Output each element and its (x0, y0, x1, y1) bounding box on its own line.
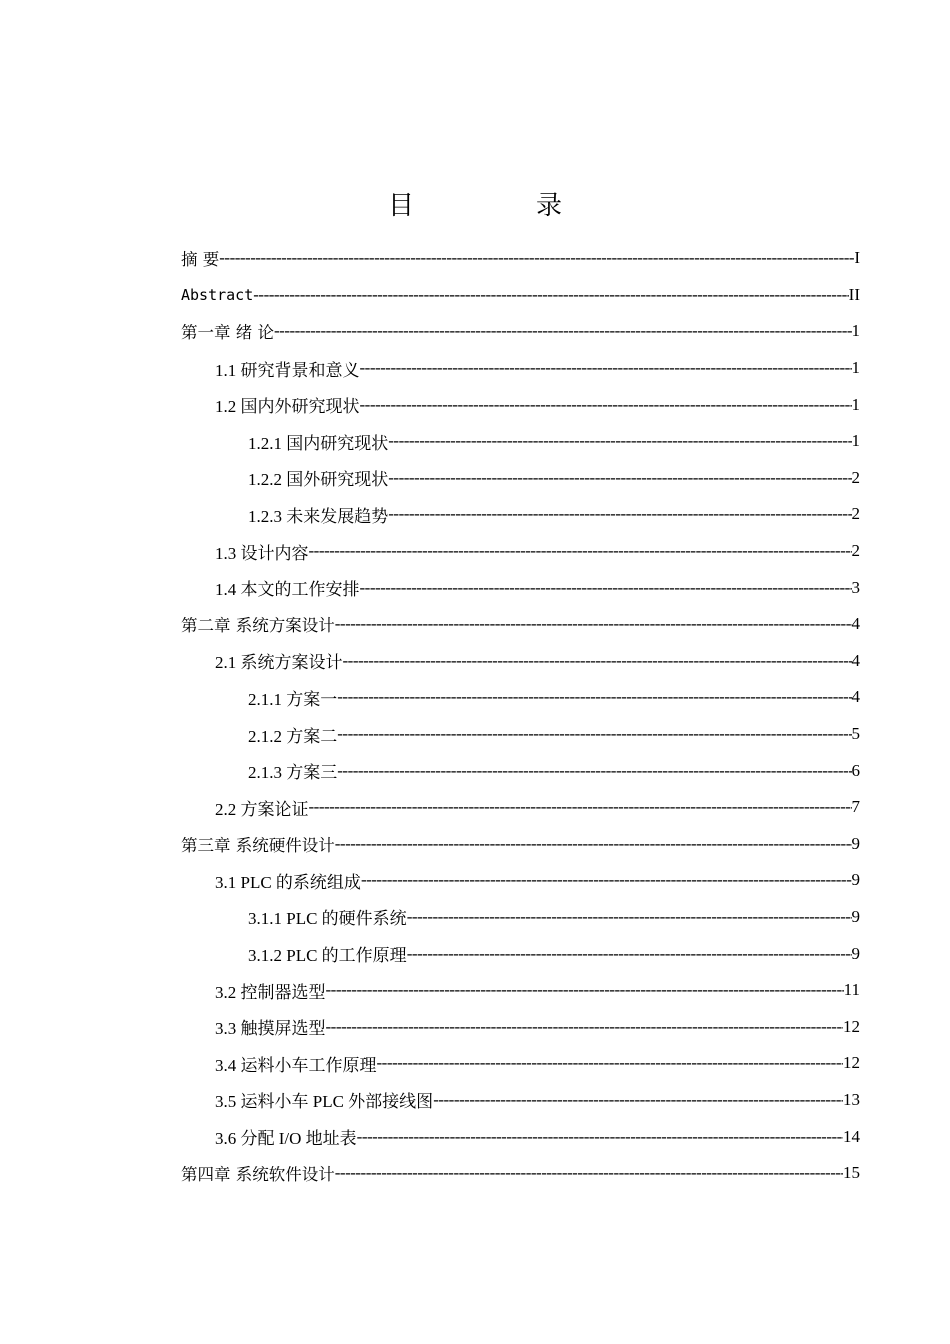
toc-leader-dashes (388, 468, 851, 488)
toc-leader-dashes (337, 724, 851, 744)
toc-entry[interactable] (181, 423, 860, 460)
toc-entry[interactable] (181, 460, 860, 497)
toc-leader-dashes (335, 1163, 843, 1183)
toc-leader-dashes (407, 944, 852, 964)
toc-entry-page-number: 1 (851, 394, 860, 414)
toc-leader-dashes (326, 980, 844, 1000)
toc-entry-text: 1.2 国内外研究现状 (215, 397, 360, 417)
toc-entry-text: 1.4 本文的工作安排 (215, 580, 360, 600)
toc-leader-dashes (219, 248, 854, 268)
toc-entry-text: 3.3 触摸屏选型 (215, 1019, 326, 1039)
toc-entry[interactable] (181, 752, 860, 789)
toc-entry[interactable] (181, 643, 860, 680)
toc-leader-dashes (335, 834, 852, 854)
toc-entry-text: 3.1.1 PLC 的硬件系统 (248, 909, 407, 929)
toc-entry-page-number: II (848, 284, 860, 304)
toc-entry[interactable] (181, 1082, 860, 1119)
toc-entry[interactable] (181, 716, 860, 753)
toc-entry-page-number: 1 (851, 431, 860, 451)
toc-entry-page-number: 14 (843, 1126, 860, 1146)
toc-entry-page-number: 9 (851, 943, 860, 963)
toc-leader-dashes (337, 687, 851, 707)
toc-leader-dashes (407, 907, 852, 927)
toc-entry[interactable] (181, 862, 860, 899)
toc-entry-page-number: 9 (851, 906, 860, 926)
toc-entry[interactable] (181, 496, 860, 533)
toc-entry-page-number: 9 (851, 833, 860, 853)
toc-entry[interactable] (181, 277, 860, 314)
toc-entry-page-number: 7 (851, 797, 860, 817)
toc-entry[interactable] (181, 679, 860, 716)
toc-entry[interactable] (181, 899, 860, 936)
toc-leader-dashes (357, 1127, 843, 1147)
toc-entry-text: 1.2.1 国内研究现状 (248, 433, 389, 453)
toc-entry[interactable] (181, 972, 860, 1009)
toc-entry-page-number: I (854, 248, 860, 268)
toc-entry-page-number: 1 (851, 358, 860, 378)
toc-entry-page-number: 15 (843, 1163, 860, 1183)
toc-entry[interactable] (181, 1155, 860, 1192)
toc-entry-text: 第二章 系统方案设计 (181, 616, 335, 636)
toc-entry-page-number: 5 (851, 724, 860, 744)
toc-leader-dashes (335, 614, 852, 634)
toc-entry-text: Abstract (181, 285, 254, 304)
toc-leader-dashes (337, 761, 851, 781)
toc-leader-dashes (309, 797, 852, 817)
toc-entry-text: 3.6 分配 I/O 地址表 (215, 1129, 357, 1149)
toc-leader-dashes (253, 285, 848, 305)
toc-leader-dashes (326, 1017, 844, 1037)
toc-entry-text: 3.1 PLC 的系统组成 (215, 872, 361, 892)
toc-entry-text: 1.1 研究背景和意义 (215, 360, 360, 380)
toc-entry-page-number: 9 (851, 870, 860, 890)
toc-entry-page-number: 6 (851, 760, 860, 780)
toc-list (181, 240, 860, 1191)
toc-entry-text: 3.5 运料小车 PLC 外部接线图 (215, 1092, 434, 1112)
toc-entry-text: 1.2.3 未来发展趋势 (248, 506, 389, 526)
toc-leader-dashes (274, 321, 852, 341)
toc-entry-page-number: 1 (851, 321, 860, 341)
toc-entry-page-number: 2 (851, 541, 860, 561)
toc-leader-dashes (388, 504, 851, 524)
toc-entry-page-number: 2 (851, 467, 860, 487)
toc-entry[interactable] (181, 569, 860, 606)
toc-leader-dashes (361, 870, 852, 890)
toc-entry-text: 3.1.2 PLC 的工作原理 (248, 946, 407, 966)
toc-leader-dashes (360, 395, 852, 415)
toc-entry-page-number: 13 (843, 1089, 860, 1109)
toc-entry[interactable] (181, 1045, 860, 1082)
toc-entry-page-number: 2 (851, 504, 860, 524)
toc-entry-text: 摘 要 (181, 250, 220, 270)
toc-entry[interactable] (181, 240, 860, 277)
toc-entry[interactable] (181, 313, 860, 350)
toc-entry-text: 1.3 设计内容 (215, 543, 309, 563)
toc-leader-dashes (388, 431, 851, 451)
toc-entry[interactable] (181, 533, 860, 570)
toc-leader-dashes (377, 1053, 844, 1073)
toc-entry[interactable] (181, 606, 860, 643)
toc-entry-page-number: 12 (843, 1053, 860, 1073)
toc-entry-text: 第四章 系统软件设计 (181, 1165, 335, 1185)
toc-title: 目 录 (387, 191, 610, 221)
toc-entry[interactable] (181, 826, 860, 863)
toc-entry-text: 2.1.2 方案二 (248, 726, 338, 746)
toc-entry-page-number: 4 (851, 650, 860, 670)
toc-leader-dashes (360, 578, 852, 598)
toc-entry[interactable] (181, 1008, 860, 1045)
toc-entry-page-number: 12 (843, 1016, 860, 1036)
toc-leader-dashes (343, 651, 852, 671)
toc-entry[interactable] (181, 386, 860, 423)
toc-entry-text: 1.2.2 国外研究现状 (248, 470, 389, 490)
toc-entry[interactable] (181, 935, 860, 972)
toc-entry-text: 2.1.3 方案三 (248, 763, 338, 783)
toc-entry-page-number: 4 (851, 687, 860, 707)
toc-entry-text: 3.2 控制器选型 (215, 982, 326, 1002)
toc-leader-dashes (360, 358, 852, 378)
toc-entry-text: 2.1.1 方案一 (248, 689, 338, 709)
toc-entry-text: 第一章 绪 论 (181, 323, 274, 343)
toc-entry-page-number: 11 (843, 980, 860, 1000)
toc-leader-dashes (433, 1090, 843, 1110)
toc-entry-text: 2.2 方案论证 (215, 799, 309, 819)
toc-entry-text: 2.1 系统方案设计 (215, 653, 343, 673)
toc-entry[interactable] (181, 350, 860, 387)
toc-entry[interactable] (181, 789, 860, 826)
toc-leader-dashes (309, 541, 852, 561)
toc-entry-text: 第三章 系统硬件设计 (181, 835, 335, 855)
toc-entry-text: 3.4 运料小车工作原理 (215, 1055, 377, 1075)
toc-entry-page-number: 3 (851, 577, 860, 597)
toc-entry[interactable] (181, 1118, 860, 1155)
toc-entry-page-number: 4 (851, 614, 860, 634)
